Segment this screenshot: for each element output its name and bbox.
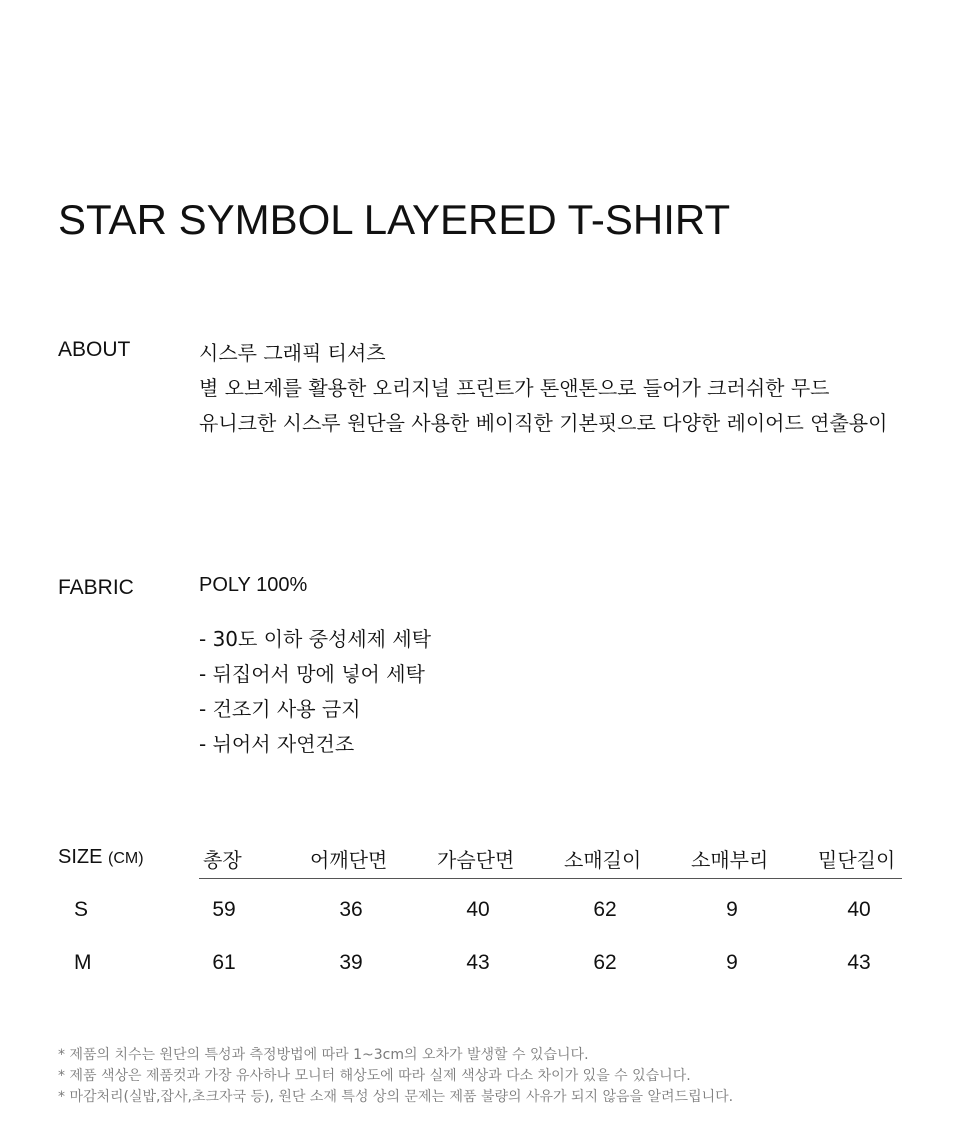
size-column-header: 가슴단면 (437, 848, 515, 872)
size-cell: 62 (593, 951, 617, 974)
note-line: * 마감처리(실밥,잡사,초크자국 등), 원단 소재 특성 상의 문제는 제품 불량의 사유가 되지 않음을 알려드립니다. (58, 1089, 734, 1105)
size-row-label: S (74, 898, 89, 921)
size-cell: 9 (726, 951, 738, 974)
size-column-header: 총장 (203, 848, 242, 872)
size-cell: 43 (466, 951, 490, 974)
about-line: 유니크한 시스루 원단을 사용한 베이직한 기본핏으로 다양한 레이어드 연출용이 (199, 411, 888, 435)
note-line: * 제품의 치수는 원단의 특성과 측정방법에 따라 1~3cm의 오차가 발생할 수 있습니다. (58, 1047, 589, 1063)
about-line: 별 오브제를 활용한 오리지널 프린트가 톤앤톤으로 들어가 크러쉬한 무드 (199, 376, 830, 400)
size-cell: 61 (212, 951, 236, 974)
care-item: - 건조기 사용 금지 (199, 697, 361, 721)
size-cell: 40 (466, 898, 490, 921)
size-unit: (CM) (108, 850, 144, 867)
size-row-label: M (74, 951, 92, 974)
notes (58, 1045, 733, 1108)
care-item: - 뒤집어서 망에 넣어 세탁 (199, 662, 425, 686)
about-label: ABOUT (58, 338, 131, 361)
size-cell: 9 (726, 898, 738, 921)
care-item: - 뉘어서 자연건조 (199, 732, 355, 756)
care-instructions (199, 622, 431, 762)
size-table-divider (199, 878, 902, 879)
note-line: * 제품 색상은 제품컷과 가장 유사하나 모니터 해상도에 따라 실제 색상과 다소 차이가 있을 수 있습니다. (58, 1068, 691, 1084)
size-label-text: SIZE (58, 846, 103, 868)
fabric-label: FABRIC (58, 576, 134, 599)
product-title: STAR SYMBOL LAYERED T-SHIRT (58, 196, 731, 243)
size-column-header: 어깨단면 (310, 848, 388, 872)
size-column-header: 밑단길이 (818, 848, 896, 872)
size-label (58, 846, 144, 869)
size-cell: 62 (593, 898, 617, 921)
size-column-header: 소매부리 (691, 848, 769, 872)
care-item: - 30도 이하 중성세제 세탁 (199, 627, 431, 651)
size-cell: 39 (339, 951, 363, 974)
size-cell: 43 (847, 951, 871, 974)
fabric-value: POLY 100% (199, 574, 308, 596)
about-line: 시스루 그래픽 티셔츠 (199, 341, 386, 365)
size-cell: 36 (339, 898, 363, 921)
size-cell: 40 (847, 898, 871, 921)
about-description (199, 336, 887, 441)
size-column-header: 소매길이 (564, 848, 642, 872)
size-cell: 59 (212, 898, 236, 921)
